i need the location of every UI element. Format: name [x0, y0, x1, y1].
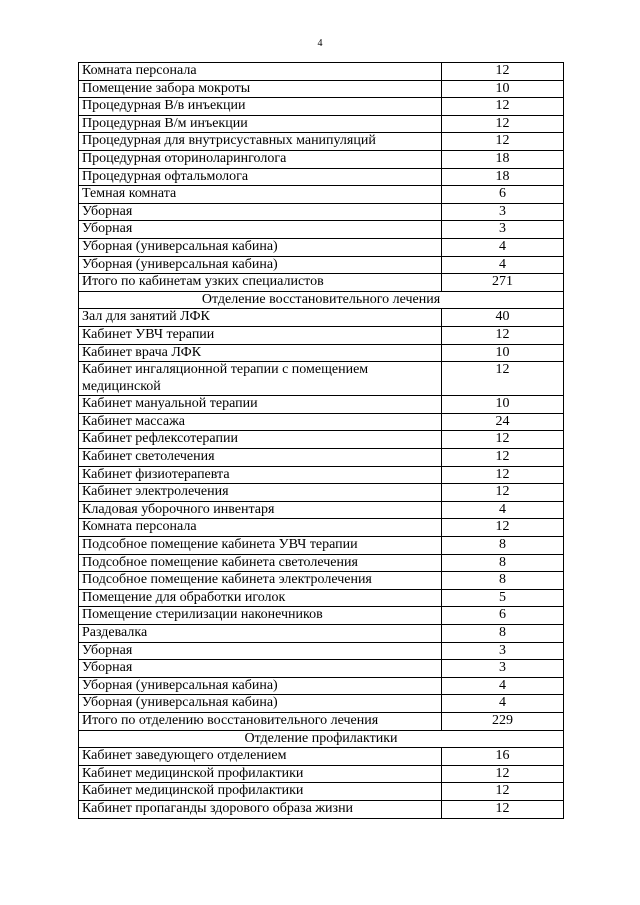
room-name: Уборная [79, 221, 442, 239]
table-row [79, 133, 564, 151]
table-row [79, 150, 564, 168]
room-name: Кабинет физиотерапевта [79, 466, 442, 484]
room-area: 10 [442, 396, 564, 414]
room-name: Кабинет медицинской профилактики [79, 765, 442, 783]
table-row [79, 98, 564, 116]
table-row [79, 554, 564, 572]
table-row [79, 519, 564, 537]
table-row [79, 677, 564, 695]
table-row [79, 537, 564, 555]
table-row [79, 186, 564, 204]
table-row [79, 449, 564, 467]
table-row [79, 607, 564, 625]
room-area: 12 [442, 765, 564, 783]
room-area: 12 [442, 466, 564, 484]
room-name: Процедурная В/м инъекции [79, 115, 442, 133]
room-name: Кабинет врача ЛФК [79, 344, 442, 362]
table-row [79, 695, 564, 713]
room-area: 4 [442, 256, 564, 274]
room-name: Кабинет УВЧ терапии [79, 326, 442, 344]
room-name: Кабинет массажа [79, 413, 442, 431]
room-name: Процедурная оториноларинголога [79, 150, 442, 168]
table-row [79, 466, 564, 484]
room-name: Процедурная В/в инъекции [79, 98, 442, 116]
room-area: 12 [442, 484, 564, 502]
room-name: Раздевалка [79, 625, 442, 643]
room-area: 8 [442, 537, 564, 555]
room-name: Помещение стерилизации наконечников [79, 607, 442, 625]
room-area: 3 [442, 660, 564, 678]
total-row [79, 274, 564, 292]
table-row [79, 589, 564, 607]
table-row [79, 642, 564, 660]
room-area: 12 [442, 133, 564, 151]
room-name: Кабинет пропаганды здорового образа жизни [79, 800, 442, 818]
room-area: 18 [442, 168, 564, 186]
room-name: Уборная [79, 642, 442, 660]
room-name: Зал для занятий ЛФК [79, 309, 442, 327]
room-name: Уборная [79, 660, 442, 678]
room-name: Комната персонала [79, 519, 442, 537]
room-area: 12 [442, 431, 564, 449]
table-row [79, 203, 564, 221]
room-area: 3 [442, 221, 564, 239]
room-area: 12 [442, 98, 564, 116]
room-name: Уборная [79, 203, 442, 221]
room-area: 12 [442, 115, 564, 133]
rooms-table [78, 62, 564, 819]
total-row [79, 712, 564, 730]
table-row [79, 362, 564, 396]
table-row [79, 168, 564, 186]
room-area: 10 [442, 344, 564, 362]
room-area: 16 [442, 748, 564, 766]
room-area: 271 [442, 274, 564, 292]
room-area: 229 [442, 712, 564, 730]
room-area: 4 [442, 677, 564, 695]
room-area: 10 [442, 80, 564, 98]
room-area: 6 [442, 186, 564, 204]
room-area: 12 [442, 783, 564, 801]
table-row [79, 748, 564, 766]
room-name: Процедурная для внутрисуставных манипуляций [79, 133, 442, 151]
table-row [79, 115, 564, 133]
room-area: 12 [442, 362, 564, 396]
table-row [79, 396, 564, 414]
room-name: Уборная (универсальная кабина) [79, 695, 442, 713]
room-name: Кабинет ингаляционной терапии с помещением медицинской [79, 362, 442, 396]
room-area: 40 [442, 309, 564, 327]
table-row [79, 221, 564, 239]
room-name: Кабинет электролечения [79, 484, 442, 502]
table-row [79, 765, 564, 783]
room-name: Подсобное помещение кабинета электролечения [79, 572, 442, 590]
room-area: 5 [442, 589, 564, 607]
section-header-row [79, 730, 564, 748]
room-area: 4 [442, 238, 564, 256]
room-name: Подсобное помещение кабинета УВЧ терапии [79, 537, 442, 555]
room-name: Итого по отделению восстановительного лечения [79, 712, 442, 730]
table-row [79, 326, 564, 344]
table-row [79, 625, 564, 643]
room-name: Итого по кабинетам узких специалистов [79, 274, 442, 292]
table-row [79, 800, 564, 818]
room-area: 18 [442, 150, 564, 168]
table-row [79, 484, 564, 502]
room-name: Кабинет мануальной терапии [79, 396, 442, 414]
room-area: 12 [442, 519, 564, 537]
room-name: Кабинет заведующего отделением [79, 748, 442, 766]
table-row [79, 783, 564, 801]
table-row [79, 344, 564, 362]
table-row [79, 238, 564, 256]
table-row [79, 80, 564, 98]
section-header-row [79, 291, 564, 309]
table-row [79, 413, 564, 431]
room-area: 4 [442, 695, 564, 713]
room-area: 6 [442, 607, 564, 625]
table-row [79, 309, 564, 327]
table-row [79, 501, 564, 519]
room-area: 3 [442, 642, 564, 660]
room-area: 8 [442, 554, 564, 572]
room-area: 24 [442, 413, 564, 431]
table-row [79, 660, 564, 678]
room-area: 12 [442, 326, 564, 344]
room-name: Кабинет светолечения [79, 449, 442, 467]
room-area: 12 [442, 449, 564, 467]
room-area: 8 [442, 572, 564, 590]
room-name: Темная комната [79, 186, 442, 204]
room-name: Подсобное помещение кабинета светолечения [79, 554, 442, 572]
room-name: Помещение для обработки иголок [79, 589, 442, 607]
room-name: Уборная (универсальная кабина) [79, 256, 442, 274]
rooms-table-body [79, 63, 564, 819]
section-title: Отделение профилактики [79, 730, 564, 748]
room-name: Кабинет медицинской профилактики [79, 783, 442, 801]
room-name: Кабинет рефлексотерапии [79, 431, 442, 449]
table-row [79, 572, 564, 590]
room-area: 4 [442, 501, 564, 519]
room-name: Комната персонала [79, 63, 442, 81]
page-number: 4 [317, 38, 323, 49]
room-area: 12 [442, 63, 564, 81]
room-name: Уборная (универсальная кабина) [79, 677, 442, 695]
table-row [79, 256, 564, 274]
table-row [79, 63, 564, 81]
room-name: Помещение забора мокроты [79, 80, 442, 98]
room-name: Кладовая уборочного инвентаря [79, 501, 442, 519]
room-area: 8 [442, 625, 564, 643]
room-name: Уборная (универсальная кабина) [79, 238, 442, 256]
table-row [79, 431, 564, 449]
section-title: Отделение восстановительного лечения [79, 291, 564, 309]
room-area: 12 [442, 800, 564, 818]
room-area: 3 [442, 203, 564, 221]
room-name: Процедурная офтальмолога [79, 168, 442, 186]
